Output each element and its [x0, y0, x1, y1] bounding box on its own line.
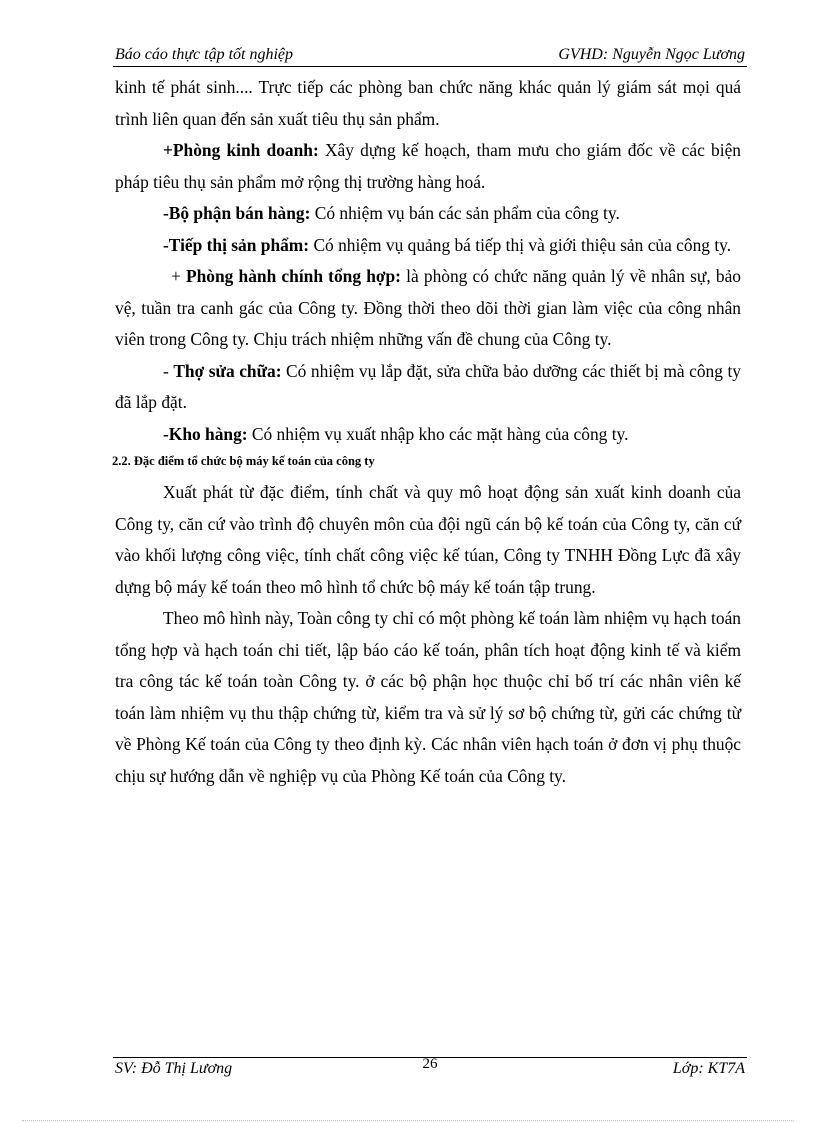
definition-sales-unit: Có nhiệm vụ bán các sản phẩm của công ty.	[310, 203, 620, 223]
definition-repair-technician: Có nhiệm vụ lắp đặt, sửa chữa bảo dưỡng các thiết bị mà công ty đã lắp đặt.	[115, 360, 741, 412]
term-warehouse: -Kho hàng:	[163, 423, 248, 444]
page-bottom-edge	[22, 1120, 794, 1121]
paragraph-warehouse	[115, 419, 741, 451]
definition-sales-department: Xây dựng kế hoạch, tham mưu cho giám đốc về các biện pháp tiêu thụ sản phẩm mở rộng thị trường hàng hoá.	[115, 140, 741, 192]
prefix-admin-department: +	[171, 266, 186, 286]
paragraph-accounting-model: Theo mô hình này, Toàn công ty chỉ có một phòng kế toán làm nhiệm vụ hạch toán tổng hợp và hạch toán chi tiết, lập báo cáo kế toán, phân tích hoạt động kinh tế và kiểm tra công tác kế toán toàn Công ty. ở các bộ phận học thuộc chỉ bố trí các nhân viên kế toán làm nhiệm vụ thu thập chứng từ, kiểm tra và sử lý sơ bộ chứng từ, gửi các chứng từ về Phòng Kế toán của Công ty theo định kỳ. Các nhân viên hạch toán ở đơn vị phụ thuộc chịu sự hướng dẫn về nghiệp vụ của Phòng Kế toán của Công ty.	[115, 608, 741, 786]
paragraph-accounting-origin: Xuất phát từ đặc điểm, tính chất và quy mô hoạt động sản xuất kinh doanh của Công ty, căn cứ vào trình độ chuyên môn của đội ngũ cán bộ kế toán của Công ty, căn cứ vào khối lượng công việc, tính chất công việc kế túan, Công ty TNHH Đồng Lực đã xây dựng bộ máy kế toán theo mô hình tổ chức bộ máy kế toán tập trung.	[115, 482, 741, 597]
page-footer	[113, 1057, 747, 1080]
definition-admin-department: là phòng có chức năng quản lý về nhân sự, bảo vệ, tuần tra canh gác của Công ty. Đồng thời theo dõi thời gian làm việc của công nhân viên trong Công ty. Chịu trách nhiệm những vấn đề chung của Công ty.	[115, 266, 741, 349]
prefix-repair-technician: -	[163, 360, 174, 381]
paragraph-sales-unit	[115, 198, 741, 230]
paragraph-admin-department	[115, 261, 741, 356]
section-heading: 2.2. Đặc điểm tổ chức bộ máy kế toán của công ty	[112, 454, 375, 468]
paragraph-continuation: kinh tế phát sinh.... Trực tiếp các phòng ban chức năng khác quản lý giám sát mọi quá trình liên quan đến sản xuất tiêu thụ sản phẩm.	[115, 77, 741, 129]
footer-class: Lớp: KT7A	[672, 1060, 745, 1077]
paragraph-marketing	[115, 230, 741, 262]
paragraph-repair-technician	[115, 356, 741, 419]
paragraph-sales-department	[115, 135, 741, 198]
definition-warehouse: Có nhiệm vụ xuất nhập kho các mặt hàng của công ty.	[247, 423, 629, 444]
term-admin-department: Phòng hành chính tổng hợp:	[186, 266, 401, 286]
footer-student: SV: Đỗ Thị Lương	[115, 1060, 233, 1077]
header-report-title: Báo cáo thực tập tốt nghiệp	[115, 46, 294, 63]
page-header	[113, 44, 747, 67]
term-repair-technician: Thợ sửa chữa:	[173, 360, 282, 381]
footer-page-number: 26	[422, 1056, 438, 1072]
document-body	[112, 72, 741, 792]
term-sales-department: +Phòng kinh doanh:	[163, 140, 319, 160]
definition-marketing: Có nhiệm vụ quảng bá tiếp thị và giới thiệu sản của công ty.	[309, 234, 732, 255]
term-sales-unit: -Bộ phận bán hàng:	[163, 203, 311, 223]
term-marketing: -Tiếp thị sản phẩm:	[163, 234, 310, 255]
header-supervisor: GVHD: Nguyễn Ngọc Lương	[558, 46, 745, 63]
